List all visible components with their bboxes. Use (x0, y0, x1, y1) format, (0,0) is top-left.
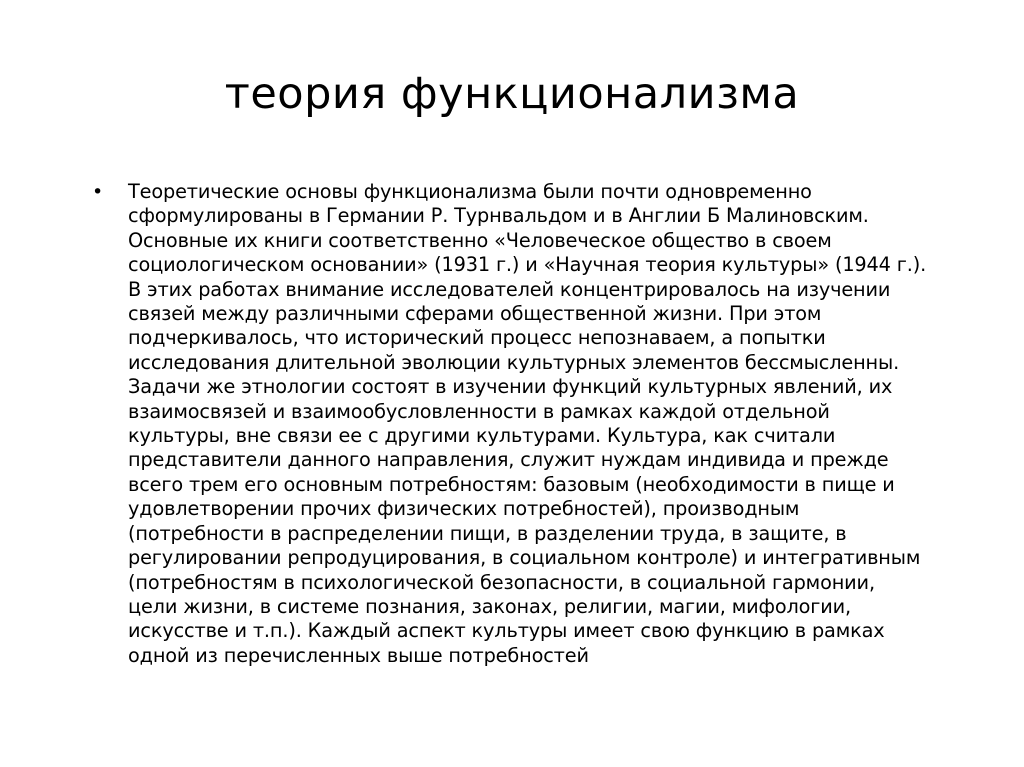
text-line: искусстве и т.п.). Каждый аспект культуры имеет свою функцию в рамках (128, 619, 885, 643)
text-line: взаимосвязей и взаимообусловленности в рамках каждой отдельной (128, 399, 830, 423)
text-line: культуры, вне связи ее с другими культурами. Культура, как считали (128, 424, 836, 448)
text-line: (потребности в распределении пищи, в разделении труда, в защите, в (128, 521, 847, 545)
text-line: цели жизни, в системе познания, законах, религии, магии, мифологии, (128, 594, 852, 618)
text-line: сформулированы в Германии Р. Турнвальдом и в Англии Б Малиновским. (128, 204, 869, 228)
bullet-list (92, 180, 992, 668)
text-line: всего трем его основным потребностям: базовым (необходимости в пище и (128, 472, 895, 496)
text-line: одной из перечисленных выше потребностей (128, 643, 589, 667)
text-line: социологическом основании» (1931 г.) и «Научная теория культуры» (1944 г.). (128, 253, 927, 277)
text-line: Основные их книги соответственно «Человеческое общество в своем (128, 228, 832, 252)
slide-title: теория функционализма (224, 69, 800, 119)
text-line: исследования длительной эволюции культурных элементов бессмысленны. (128, 350, 900, 374)
text-line: Теоретические основы функционализма были почти одновременно (128, 180, 812, 203)
bullet-item (92, 180, 992, 668)
text-line: регулировании репродуцирования, в социальном контроле) и интегративным (128, 546, 921, 570)
bullet-icon: • (92, 181, 104, 203)
text-line: представители данного направления, служит нуждам индивида и прежде (128, 448, 889, 472)
text-line: В этих работах внимание исследователей концентрировалось на изучении (128, 277, 891, 301)
text-line: (потребностям в психологической безопасности, в социальной гармонии, (128, 570, 875, 594)
text-line: удовлетворении прочих физических потребностей), производным (128, 497, 800, 521)
text-line: связей между различными сферами общественной жизни. При этом (128, 302, 822, 326)
text-line: Задачи же этнологии состоят в изучении функций культурных явлений, их (128, 375, 893, 399)
text-line: подчеркивалось, что исторический процесс непознаваем, а попытки (128, 326, 826, 350)
